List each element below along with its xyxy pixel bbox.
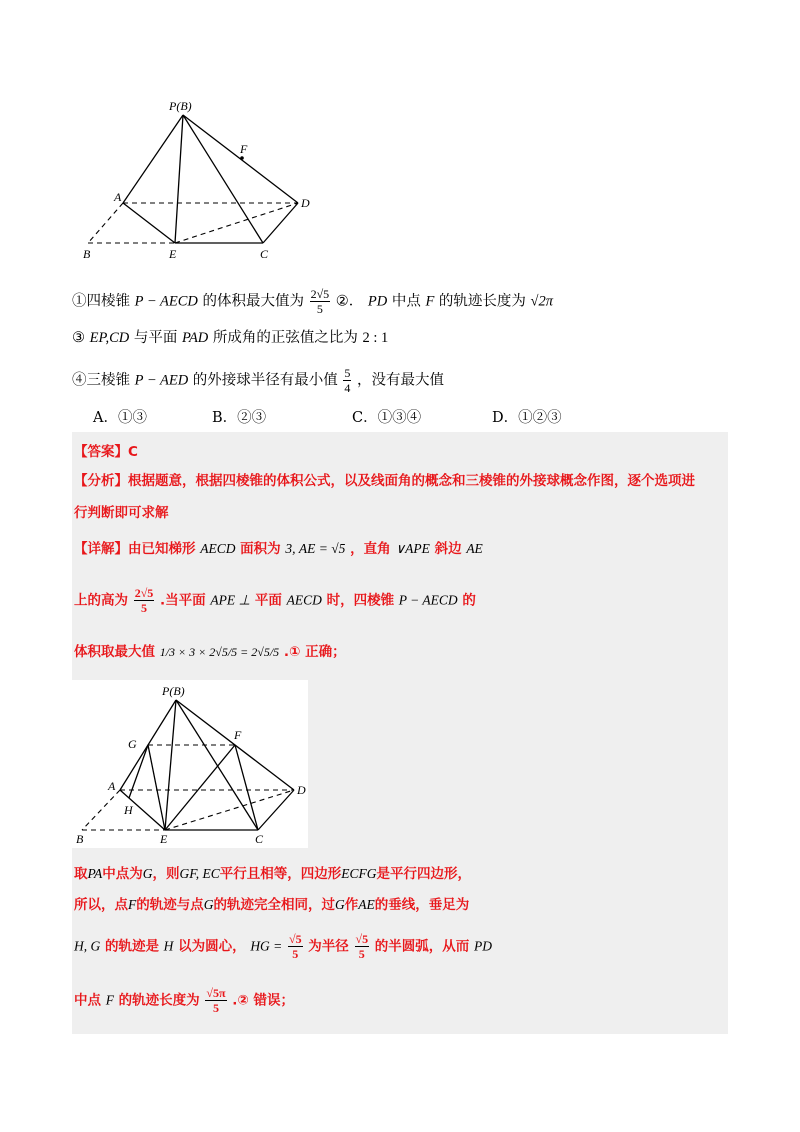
option-2-point: F (425, 293, 435, 310)
fraction (355, 932, 370, 961)
label-C: C (260, 247, 269, 261)
frac-num: 2√5 (134, 586, 154, 600)
detail-math: 1/3 × 3 × 2√5/5 = 2√5/5 (159, 645, 280, 659)
option-2-prefix: ②． (335, 293, 364, 310)
option-4-prefix: ④三棱锥 (72, 372, 130, 389)
detail-text: 以为圆心， (178, 938, 246, 955)
label-C: C (255, 832, 264, 846)
fraction (288, 932, 303, 961)
option-3-mid: 与平面 (133, 330, 178, 346)
detail-line-4 (74, 862, 471, 882)
detail-text: 的 (462, 592, 476, 609)
frac-den: 5 (358, 947, 365, 961)
fraction (343, 366, 351, 395)
option-3-expr: EP,CD (89, 330, 130, 346)
detail-math: AE (358, 897, 375, 912)
analysis-text-2: 行判断即可求解 (74, 505, 169, 521)
answer-value: C (128, 444, 138, 460)
option-2-mid2: 的轨迹长度为 (438, 293, 526, 310)
label-A: A (114, 190, 122, 204)
detail-math: AE (466, 541, 483, 556)
detail-math: HG = (250, 938, 283, 954)
detail-text: 斜边 (434, 541, 462, 557)
option-4-mid: 的外接球半径有最小值 (192, 372, 338, 389)
detail-math: 3, AE = √5 (285, 541, 346, 556)
frac-den: 5 (316, 302, 323, 316)
detail-math: PD (474, 938, 492, 954)
detail-math: GF, EC (179, 866, 220, 881)
figure-pyramid-1 (70, 95, 330, 265)
label-A: A (108, 779, 116, 793)
detail-text: 体积取最大值 (74, 644, 155, 660)
detail-line-5 (74, 893, 469, 913)
label-D: D (301, 196, 310, 210)
detail-math: P − AECD (398, 592, 458, 608)
fraction (134, 586, 155, 615)
option-4-expr: P − AED (134, 372, 189, 389)
detail-math: ECFG (341, 866, 377, 881)
detail-text: 是平行四边形， (376, 866, 472, 882)
detail-line-6 (74, 932, 492, 961)
detail-text: 由已知梯形 (128, 541, 196, 557)
detail-text: ，则 (152, 866, 180, 882)
option-4-after: ，没有最大值 (357, 372, 444, 389)
detail-math: G (335, 897, 345, 912)
detail-text: 取 (74, 866, 88, 882)
choice-text: ①③ (117, 410, 147, 426)
detail-text: 作 (344, 897, 359, 913)
figure-pyramid-2 (72, 680, 308, 848)
choice-d[interactable] (492, 408, 562, 428)
label-P: P(B) (169, 99, 192, 113)
detail-label: 【详解】 (74, 541, 128, 557)
option-1-expr: P − AECD (134, 293, 198, 310)
detail-math: ∨APE (395, 541, 430, 556)
choice-a[interactable] (93, 408, 147, 428)
detail-text: 面积为 (240, 541, 281, 557)
detail-text: 中点为 (102, 866, 143, 882)
choice-b[interactable] (212, 408, 266, 428)
detail-text: .① 正确； (283, 644, 346, 660)
detail-math: F (128, 897, 137, 912)
choice-text: ②③ (237, 410, 267, 426)
detail-line-7 (74, 986, 294, 1015)
frac-den: 5 (292, 947, 299, 961)
detail-text: 中点 (74, 992, 101, 1009)
frac-den: 4 (344, 381, 351, 395)
detail-text: 平行且相等，四边形 (219, 866, 342, 882)
frac-den: 5 (141, 601, 147, 615)
answer-label: 【答案】 (74, 444, 128, 460)
detail-text: 的轨迹是 (104, 938, 159, 955)
detail-text: .当平面 (160, 592, 206, 609)
detail-line-1 (74, 537, 483, 557)
detail-line-2 (74, 586, 476, 615)
option-1-mid: 的体积最大值为 (202, 293, 304, 310)
option-3 (72, 328, 388, 348)
fraction (205, 986, 226, 1015)
frac-num: 5 (344, 366, 351, 380)
option-3-ratio: 2 : 1 (362, 330, 389, 346)
option-2-mid: 中点 (391, 293, 421, 310)
choice-letter: C． (352, 410, 378, 426)
detail-text: 上的高为 (74, 592, 128, 609)
choice-letter: B． (212, 410, 238, 426)
option-2-expr: PD (367, 293, 388, 310)
option-2-value: √2π (530, 293, 553, 310)
analysis-text-1: 根据题意，根据四棱锥的体积公式，以及线面角的概念和三棱锥的外接球概念作图，逐个选项进 (128, 473, 695, 489)
detail-text: 平面 (254, 592, 282, 609)
choice-text: ①③④ (377, 410, 422, 426)
analysis-label: 【分析】 (74, 473, 128, 489)
analysis-line-1 (74, 469, 695, 489)
fraction (310, 287, 331, 316)
detail-text: 的垂线，垂足为 (374, 897, 470, 913)
detail-math: H, G (74, 938, 101, 954)
label-H: H (124, 803, 133, 817)
label-D: D (297, 783, 306, 797)
label-E: E (169, 247, 177, 261)
label-B: B (76, 832, 84, 846)
choice-letter: A． (93, 410, 118, 426)
detail-text: 的轨迹与点 (136, 897, 204, 913)
detail-math: APE ⊥ (210, 592, 251, 608)
frac-num: √5 (355, 932, 369, 946)
detail-math: F (105, 992, 114, 1008)
detail-text: .② 错误； (232, 992, 294, 1009)
option-3-mid2: 所成角的正弦值之比为 (212, 330, 358, 346)
frac-num: √5π (206, 986, 226, 1000)
option-3-plane: PAD (181, 330, 209, 346)
detail-math: PA (87, 866, 103, 881)
label-P: P(B) (162, 684, 185, 698)
option-1-2 (72, 287, 553, 316)
detail-math: H (163, 938, 174, 954)
detail-text: 所以，点 (74, 897, 128, 913)
detail-text: 为半径 (308, 938, 349, 955)
detail-math: G (203, 897, 214, 912)
option-3-prefix: ③ (72, 330, 85, 346)
choice-c[interactable] (352, 408, 421, 428)
detail-line-3 (74, 640, 346, 660)
detail-text: ，直角 (350, 541, 391, 557)
label-G: G (128, 737, 137, 751)
frac-den: 5 (212, 1001, 219, 1015)
detail-math: AECD (200, 541, 236, 556)
frac-num: 2√5 (310, 287, 330, 301)
detail-text: 时，四棱锥 (326, 592, 395, 609)
analysis-line-2 (74, 501, 169, 521)
label-F: F (234, 728, 242, 742)
option-4 (72, 366, 444, 395)
choice-text: ①②③ (518, 410, 562, 426)
label-E: E (160, 832, 168, 846)
label-F: F (240, 142, 248, 156)
choice-letter: D． (492, 410, 519, 426)
frac-num: √5 (289, 932, 302, 946)
option-1-prefix: ①四棱锥 (72, 293, 130, 310)
detail-text: 的轨迹完全相同，过 (213, 897, 335, 913)
detail-math: AECD (286, 592, 322, 608)
answer-line (74, 440, 138, 460)
label-B: B (83, 247, 91, 261)
detail-math: G (142, 866, 153, 881)
detail-text: 的轨迹长度为 (118, 992, 200, 1009)
detail-text: 的半圆弧，从而 (374, 938, 470, 955)
